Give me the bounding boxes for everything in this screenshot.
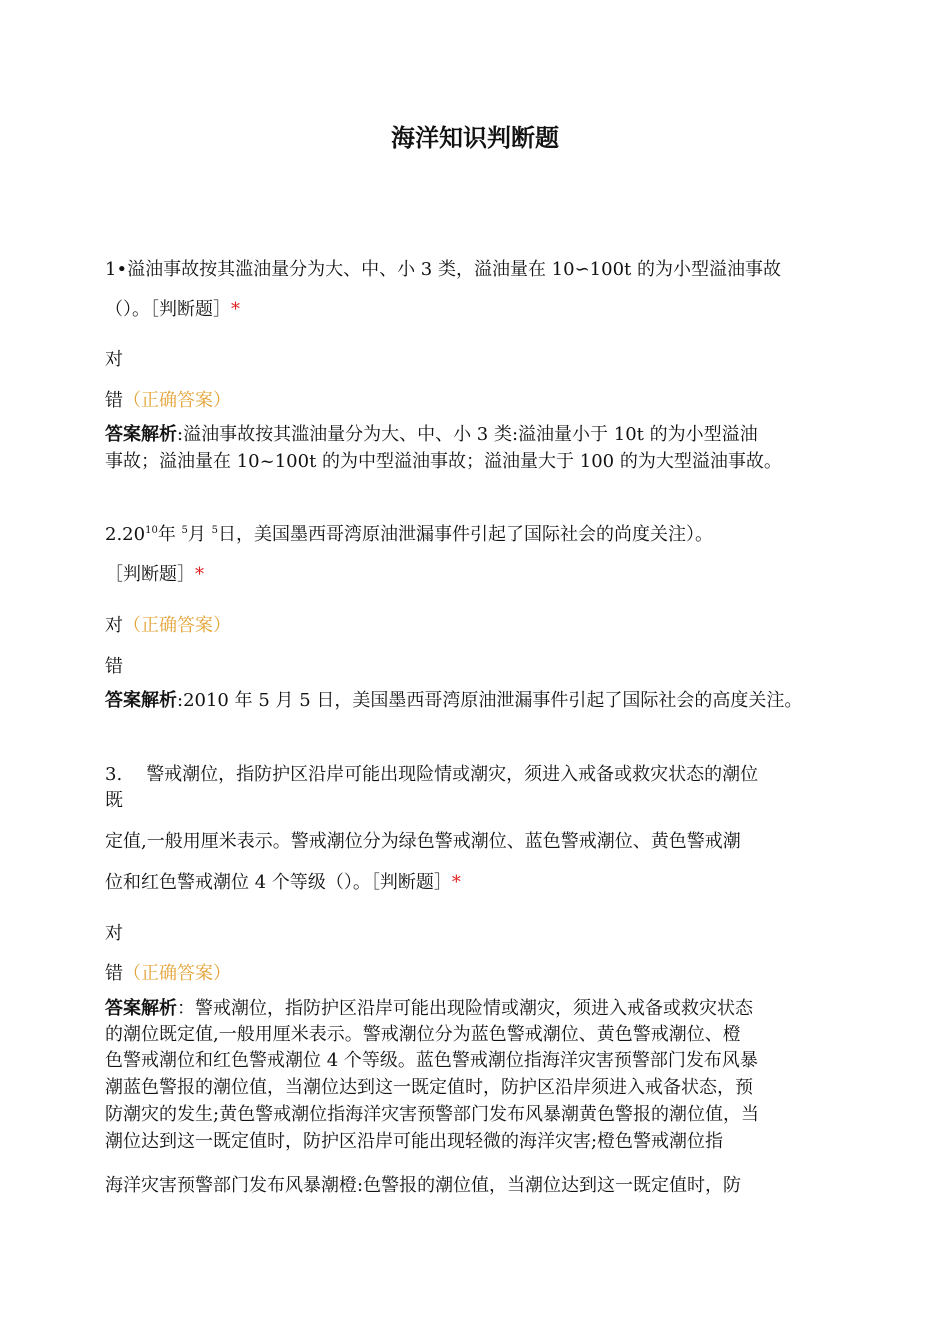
q1-analysis-label: 答案解析 [105,424,177,445]
q3-text-line1 [105,762,758,788]
q1-text-line2 [105,297,240,323]
q3-analysis-line1 [105,996,753,1022]
q2-seg3: 日，美国墨西哥湾原油泄漏事件引起了国际社会的尚度关注）。 [218,524,714,545]
q2-correct-answer-tag: （正确答案） [123,615,231,636]
q3-option-true[interactable]: 对 [105,923,123,944]
q3-analysis-line3: 色警戒潮位和红色警戒潮位 4 个等级。蓝色警戒潮位指海洋灾害预警部门发布风暴 [105,1050,758,1071]
q3-analysis-line2: 的潮位既定值,一般用厘米表示。警戒潮位分为蓝色警戒潮位、黄色警戒潮位、橙 [105,1024,741,1045]
q3-text3: 位和红色警戒潮位 4 个等级（）。［判断题］ [105,872,452,893]
q2-sup3: 5 [211,525,219,536]
q2-analysis-text1: :2010 年 5 月 5 日，美国墨西哥湾原油泄漏事件引起了国际社会的高度关注。 [177,690,803,711]
q1-analysis-text1: :溢油事故按其滥油量分为大、中、小 3 类:溢油量小于 10t 的为小型溢油 [177,424,758,445]
q2-option-true[interactable] [105,613,231,639]
q1-text-line1: 1•溢油事故按其滥油量分为大、中、小 3 类，溢油量在 10∽100t 的为小型溢油事故 [105,259,781,280]
q1-option-false-label: 错 [105,390,123,411]
q2-sup2: 5 [181,525,188,536]
q3-required-mark: * [451,872,461,893]
page-title: 海洋知识判断题 [391,124,559,152]
q1-required-mark: * [231,299,240,320]
q3-correct-answer-tag: （正确答案） [123,963,231,984]
q3-analysis-line5: 防潮灾的发生;黄色警戒潮位指海洋灾害预警部门发布风暴潮黄色警报的潮位值，当 [105,1104,760,1125]
q2-option-true-label: 对 [105,615,123,636]
q2-required-mark: * [195,564,204,585]
q2-prefix: 2.20 [105,524,146,545]
q1-correct-answer-tag: （正确答案） [123,390,231,411]
q1-question-type: （）。［判断题］ [105,299,231,320]
q2-question-type: ［判断题］ [105,564,195,585]
q3-analysis-line6: 潮位达到这一既定值时，防护区沿岸可能出现轻微的海洋灾害;橙色警戒潮位指 [105,1131,724,1152]
q3-text-line3 [105,870,461,896]
q3-text-line1b: 既 [105,790,123,811]
q2-analysis-label: 答案解析 [105,690,177,711]
q3-analysis-text1: ：警戒潮位，指防护区沿岸可能出现险情或潮灾，须进入戒备或救灾状态 [177,998,753,1019]
q3-text-line2: 定值,一般用厘米表示。警戒潮位分为绿色警戒潮位、蓝色警戒潮位、黄色警戒潮 [105,831,741,852]
q2-seg1: 年 [157,524,176,545]
q3-text1: 警戒潮位，指防护区沿岸可能出现险情或潮灾，须进入戒备或救灾状态的潮位 [146,764,759,785]
q2-text-line1 [105,522,713,548]
q3-analysis-label: 答案解析 [105,998,177,1019]
q1-option-true[interactable]: 对 [105,349,123,370]
q3-number: 3. [105,764,123,785]
q3-option-false[interactable] [105,961,231,987]
q3-analysis-line7: 海洋灾害预警部门发布风暴潮橙:色警报的潮位值，当潮位达到这一既定值时，防 [105,1175,742,1196]
q2-seg2: 月 [187,524,206,545]
q1-analysis-line2: 事故；溢油量在 10~100t 的为中型溢油事故；溢油量大于 100 的为大型溢油事故。 [105,451,782,472]
q2-option-false[interactable]: 错 [105,656,123,677]
q3-analysis-line4: 潮蓝色警报的潮位值，当潮位达到这一既定值时，防护区沿岸须进入戒备状态，预 [105,1077,753,1098]
q2-sup1: 10 [145,525,158,536]
q2-text-line2 [105,562,204,588]
q2-analysis-line1 [105,688,802,714]
q1-option-false[interactable] [105,388,231,414]
q1-analysis-line1 [105,422,758,448]
q3-option-false-label: 错 [105,963,123,984]
